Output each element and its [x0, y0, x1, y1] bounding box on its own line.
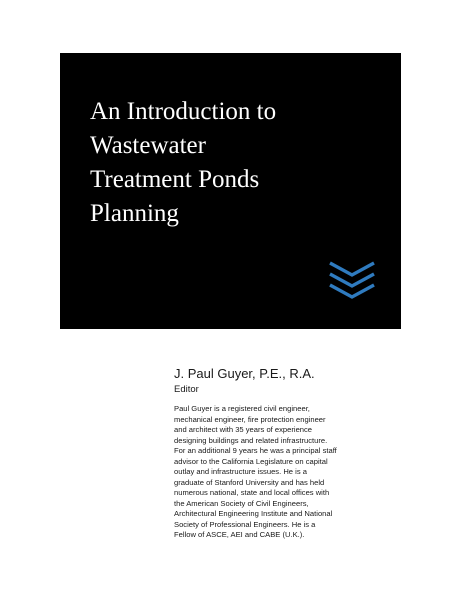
bio-line: outlay and infrastructure issues. He is a: [174, 467, 307, 476]
bio-line: Fellow of ASCE, AEI and CABE (U.K.).: [174, 530, 305, 539]
book-title-line: Treatment Ponds: [90, 166, 260, 193]
cover-title-panel: [60, 53, 401, 329]
bio-line: graduate of Stanford University and has held: [174, 477, 325, 487]
bio-line: mechanical engineer, fire protection engineer: [174, 414, 326, 424]
bio-line: designing buildings and related infrastructure.: [174, 435, 328, 445]
bio-line: advisor to the California Legislature on capital: [174, 456, 328, 466]
author-role: Editor: [174, 384, 199, 395]
triple-chevron-down-icon: [328, 261, 376, 301]
bio-line: Paul Guyer is a registered civil engineer,: [174, 404, 310, 413]
author-name: J. Paul Guyer, P.E., R.A.: [174, 366, 315, 381]
bio-line: Society of Professional Engineers. He is a: [174, 519, 316, 529]
bio-line: Architectural Engineering Institute and National: [174, 509, 333, 518]
book-title-line: Wastewater: [90, 132, 206, 159]
book-title-line: An Introduction to: [90, 98, 277, 125]
book-title-line: Planning: [90, 200, 179, 227]
bio-line: numerous national, state and local offices with: [174, 488, 330, 497]
book-title: [90, 95, 390, 231]
author-bio: [174, 404, 394, 541]
bio-line: the American Society of Civil Engineers,: [174, 498, 309, 508]
bio-line: For an additional 9 years he was a principal staff: [174, 446, 337, 455]
bio-line: and architect with 35 years of experience: [174, 425, 313, 434]
